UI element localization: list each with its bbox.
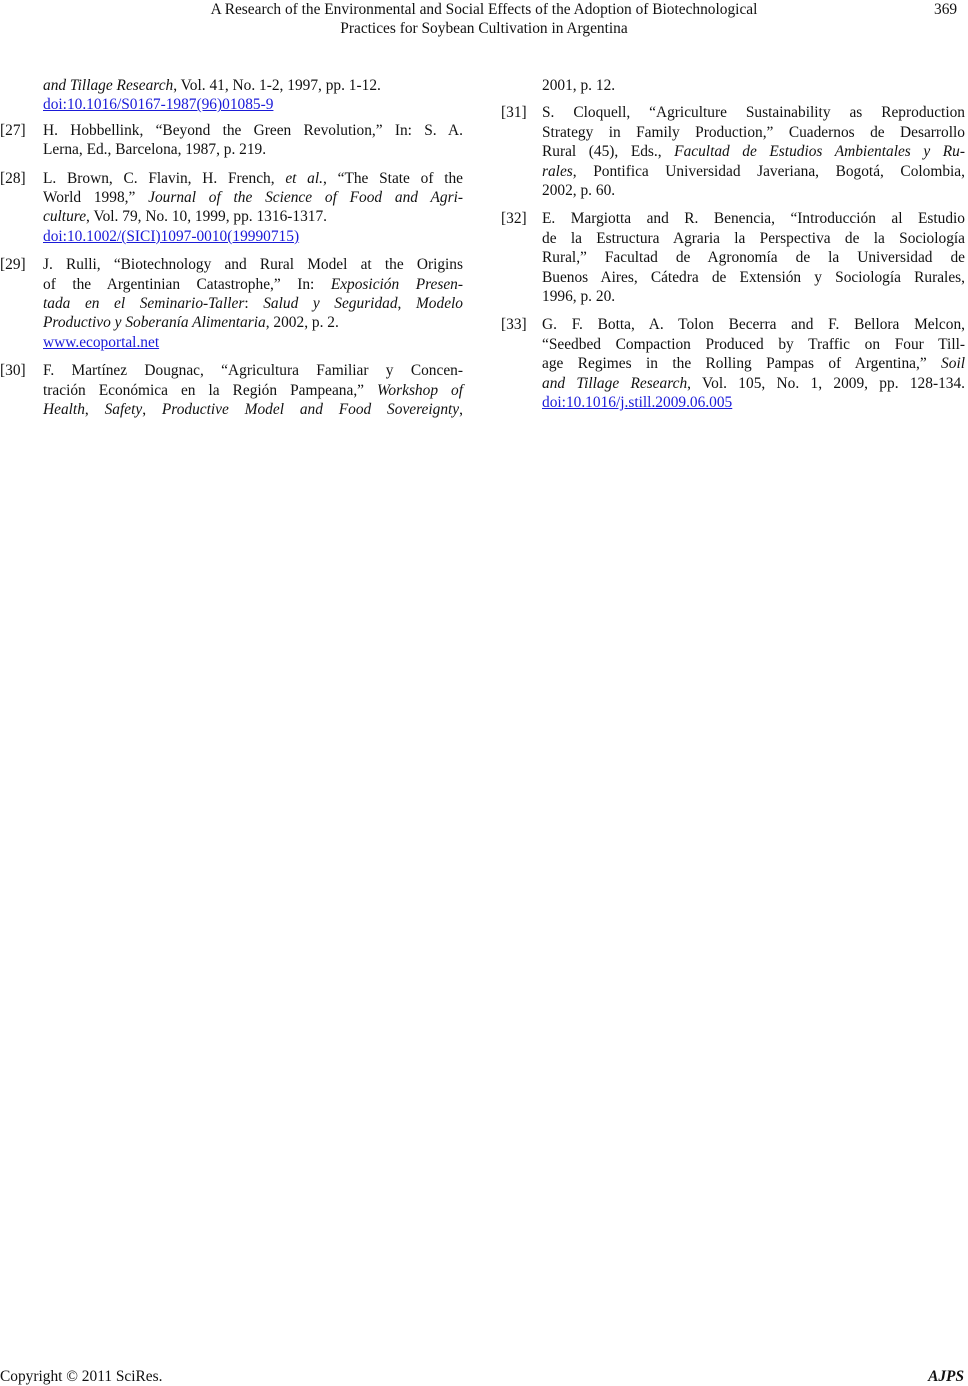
- reference-28: [28] L. Brown, C. Flavin, H. French, et al., “The State of the World 1998,” Journal of the Science of Food and Agri- culture, Vol. 79, No. 10, 1999, pp. 1316-1317. doi:10.1002/(SICI)1097-0010(19990715): [0, 169, 464, 245]
- website-link[interactable]: www.ecoportal.net: [43, 333, 160, 351]
- reference-number: [31]: [501, 104, 527, 122]
- reference-number: [33]: [501, 316, 527, 334]
- reference-29: [29] J. Rulli, “Biotechnology and Rural Model at the Origins of the Argentinian Catastrophe,” In: Exposición Presen- tada en el Seminario-Taller: Salud y Seguridad, Modelo Productivo y Soberanía Alimentaria, 2002, p. 2. www.ecoportal.net: [0, 256, 463, 351]
- doi-link[interactable]: doi:10.1016/j.still.2009.06.005: [542, 394, 733, 412]
- left-column: [0, 76, 464, 429]
- page-number: 369: [934, 1, 958, 18]
- reference-number: [27]: [0, 121, 26, 139]
- doi-link[interactable]: doi:10.1002/(SICI)1097-0010(19990715): [43, 227, 300, 245]
- reference-continuation: 2001, p. 12.: [542, 77, 616, 94]
- reference-32: [32] E. Margiotta and R. Benencia, “Introducción al Estudio de la Estructura Agraria la Perspectiva de la Sociología Rural,” Facultad de Agronomía de la Universidad de Buenos Aires, Cátedra de Extensión y Sociología Rurales, 1996, p. 20.: [501, 210, 965, 306]
- right-column: [501, 76, 965, 422]
- reference-number: [32]: [501, 210, 527, 228]
- reference-number: [29]: [0, 256, 26, 274]
- running-title-line-2: Practices for Soybean Cultivation in Argentina: [340, 20, 628, 37]
- reference-27: [27] H. Hobbellink, “Beyond the Green Revolution,” In: S. A. Lerna, Ed., Barcelona, 1987, p. 219.: [0, 121, 463, 159]
- reference-continuation: and Tillage Research, Vol. 41, No. 1-2, 1997, pp. 1-12. doi:10.1016/S0167-1987(96)01085-9: [43, 77, 381, 114]
- running-title-line-1: A Research of the Environmental and Social Effects of the Adoption of Biotechnological: [210, 1, 758, 18]
- copyright-notice: Copyright © 2011 SciRes.: [0, 1368, 163, 1385]
- doi-link[interactable]: doi:10.1016/S0167-1987(96)01085-9: [43, 96, 274, 114]
- reference-number: [30]: [0, 362, 26, 380]
- page-footer: [0, 1367, 968, 1386]
- reference-33: [33] G. F. Botta, A. Tolon Becerra and F. Bellora Melcon, “Seedbed Compaction Produced by Traffic on Four Till- age Regimes in the Rolling Pampas of Argentina,” Soil and Tillage Research, Vol. 105, No. 1, 2009, pp. 128-134. doi:10.1016/j.still.2009.06.005: [501, 316, 966, 412]
- journal-name: and Tillage Research: [43, 77, 174, 94]
- reference-31: [31] S. Cloquell, “Agriculture Sustainability as Reproduction Strategy in Family Production,” Cuadernos de Desarrollo Rural (45), Eds., Facultad de Estudios Ambientales y Ru- rales, Pontifica Universidad Javeriana, Bogotá, Colombia, 2002, p. 60.: [501, 104, 965, 200]
- reference-30: [30] F. Martínez Dougnac, “Agricultura Familiar y Concen- tración Económica en la Región Pampeana,” Workshop of Health, Safety, Productive Model and Food Sovereignty,: [0, 362, 463, 419]
- reference-number: [28]: [0, 169, 26, 187]
- running-title: [0, 0, 968, 38]
- page-header: [0, 0, 968, 44]
- journal-abbreviation: AJPS: [928, 1368, 964, 1385]
